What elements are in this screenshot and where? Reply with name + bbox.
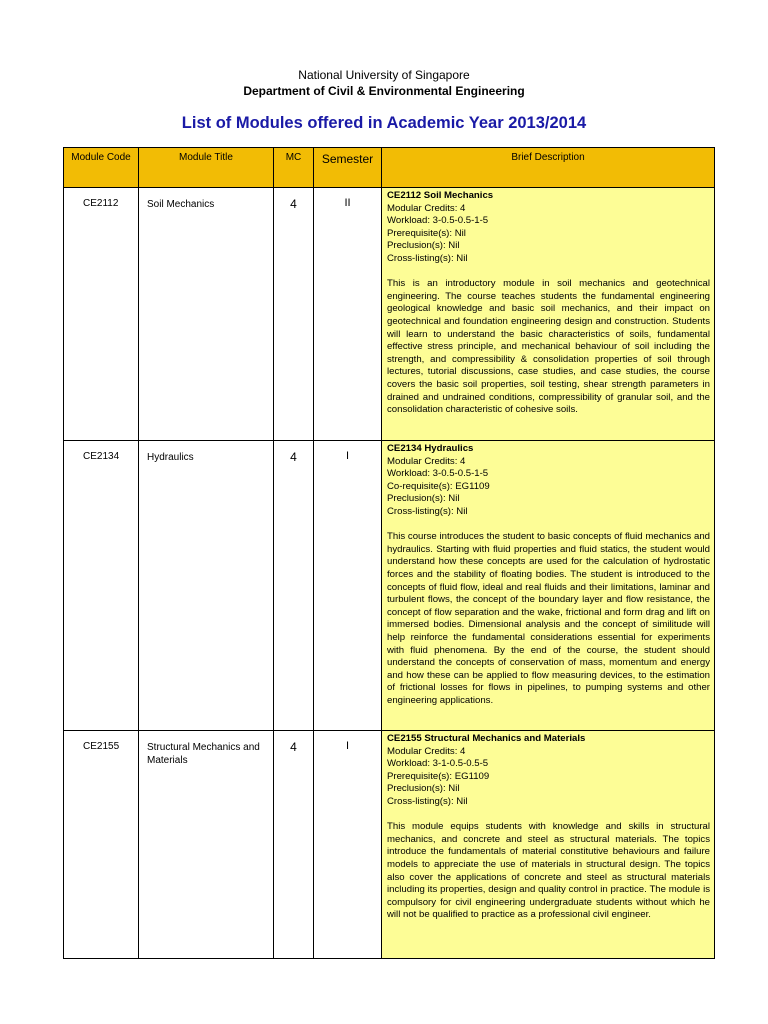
requisites: Co-requisite(s): EG1109 [387, 480, 490, 492]
preclusions: Preclusion(s): Nil [387, 493, 460, 505]
description-text: This module equips students with knowledge and skills in structural mechanics, and concrete and steel as structural materials. The topics introduce the fundamentals of material constitutive behaviours and failure models to appreciate the use of materials in structural design. The topics also cover the applications of concrete and steel as structural materials including its properties, design and quality control in practice. The module is compulsory for civil engineering undergraduate students without which he will not be qualified to practice as a professional civil engineer. [387, 821, 710, 921]
description-title: CE2155 Structural Mechanics and Materials [387, 733, 586, 744]
workload: Workload: 3-0.5-0.5-1-5 [387, 215, 489, 227]
workload: Workload: 3-0.5-0.5-1-5 [387, 468, 489, 480]
preclusions: Preclusion(s): Nil [387, 783, 460, 795]
module-title: Soil Mechanics [139, 188, 274, 441]
cross-listing: Cross-listing(s): Nil [387, 795, 468, 807]
module-code: CE2134 [64, 441, 139, 731]
column-header-title: Module Title [139, 148, 274, 188]
table-row [64, 731, 715, 959]
module-code: CE2112 [64, 188, 139, 441]
module-title: Hydraulics [139, 441, 274, 731]
description-title: CE2134 Hydraulics [387, 443, 474, 454]
cross-listing: Cross-listing(s): Nil [387, 252, 468, 264]
preclusions: Preclusion(s): Nil [387, 240, 460, 252]
cross-listing: Cross-listing(s): Nil [387, 505, 468, 517]
column-header-mc: MC [274, 148, 314, 188]
table-header-row [64, 148, 715, 188]
module-semester: I [314, 441, 382, 731]
description-text: This is an introductory module in soil mechanics and geotechnical engineering. The course teaches students the fundamental engineering geological knowledge and basic soil mechanics, and their impact on geotechnical and foundation engineering design and construction. Students will learn to understand the basic characteristics of soils, fundamental effective stress principle, and mechanical behaviour of soil including the strength, and compressibility & consolidation properties of soil through lectures, tutorial discussions, case studies, and case studies, the course covers the basic soil properties, soil testing, shear strength parameters in drained and undrained conditions, compressibility of granular soil, and the consolidation characteristic of cohesive soils. [387, 278, 710, 416]
requisites: Prerequisite(s): Nil [387, 227, 466, 239]
description-text: This course introduces the student to basic concepts of fluid mechanics and hydraulics. Starting with fluid properties and fluid statics, the student would understand how these concepts are used for the calculation of hydrostatic forces and the stability of floating bodies. The student is introduced to the concepts of fluid flow, ideal and real fluids and their limitations, laminar and turbulent flows, the concept of the boundary layer and flow resistance, the concept of flow separation and the wake, frictional and form drag and lift on immersed bodies. Dimensional analysis and the concept of similitude will help reinforce the fundamental considerations essential for experiments with fluid phenomena. By the end of the course, the student should understand the concepts of conservation of mass, momentum and energy and how these can be applied to flow measuring devices, to the estimation of frictional losses for flows in pipelines, to pumping systems and other engineering applications. [387, 531, 710, 706]
requisites: Prerequisite(s): EG1109 [387, 770, 490, 782]
modular-credits: Modular Credits: 4 [387, 455, 466, 467]
module-credits: 4 [274, 441, 314, 731]
workload: Workload: 3-1-0.5-0.5-5 [387, 758, 489, 770]
modular-credits: Modular Credits: 4 [387, 745, 466, 757]
module-semester: I [314, 731, 382, 959]
modular-credits: Modular Credits: 4 [387, 202, 466, 214]
table-row [64, 441, 715, 731]
modules-table [63, 147, 715, 959]
module-credits: 4 [274, 731, 314, 959]
module-description [382, 188, 715, 441]
module-description [382, 731, 715, 959]
table-row [64, 188, 715, 441]
university-name: National University of Singapore [298, 68, 470, 82]
column-header-code: Module Code [64, 148, 139, 188]
column-header-description: Brief Description [382, 148, 715, 188]
department-name: Department of Civil & Environmental Engineering [243, 84, 525, 98]
description-title: CE2112 Soil Mechanics [387, 190, 494, 201]
module-description [382, 441, 715, 731]
column-header-semester: Semester [314, 148, 382, 188]
module-credits: 4 [274, 188, 314, 441]
module-title: Structural Mechanics and Materials [139, 731, 274, 959]
page-title: List of Modules offered in Academic Year 2013/2014 [181, 114, 587, 132]
module-code: CE2155 [64, 731, 139, 959]
module-semester: II [314, 188, 382, 441]
